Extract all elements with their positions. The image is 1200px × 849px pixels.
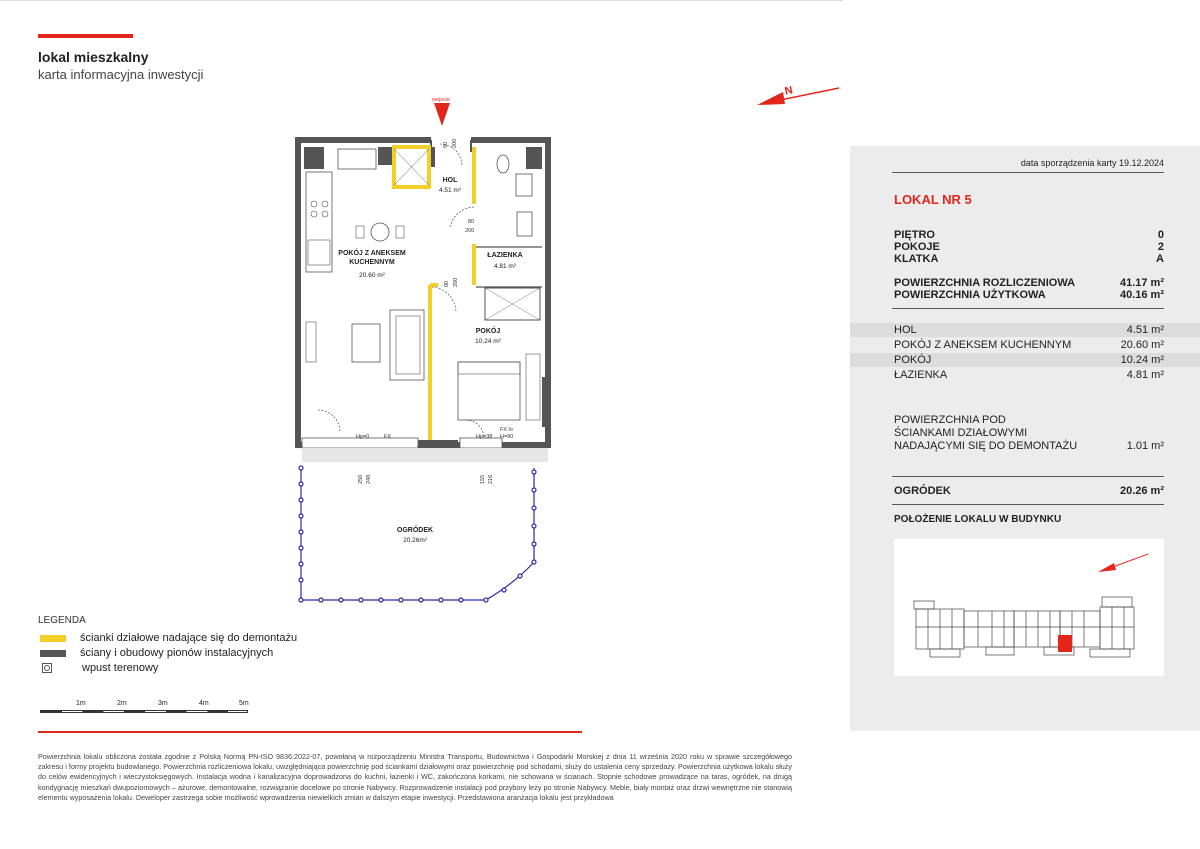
garden-outline [301, 468, 534, 600]
ogrodek-row: OGRÓDEK 20.26 m² [894, 485, 1164, 497]
garden-name: OGRÓDEK [396, 527, 434, 534]
legend-label: wpust terenowy [82, 662, 159, 674]
dim-terr-left-a: 250 [358, 474, 364, 484]
room-aneks-name1: POKÓJ Z ANEKSEM [338, 250, 406, 257]
info-row-pietro: PIĘTRO 0 [894, 229, 1164, 241]
scale-label: 5m [239, 700, 249, 707]
floor-plan [290, 92, 565, 612]
garden-fence-posts [299, 466, 536, 602]
info-row-pokoje: POKOJE 2 [894, 241, 1164, 253]
room-pokoj-name: POKÓJ [475, 328, 501, 335]
building-map [894, 539, 1164, 676]
garden-area: 20.26m² [403, 537, 427, 544]
building-outline [914, 597, 1134, 657]
north-label: N [783, 84, 794, 98]
room-lazienka-area: 4.81 m² [493, 263, 517, 270]
divider [892, 476, 1164, 477]
scale-bar [40, 700, 248, 714]
scale-label: 1m [76, 700, 86, 707]
divider [892, 504, 1164, 505]
room-row-hol: HOL 4.51 m² [894, 324, 1164, 336]
polozenie-title: POŁOŻENIE LOKALU W BUDYNKU [894, 514, 1062, 525]
room-hol-name: HOL [442, 177, 458, 184]
legend-item-yellow [40, 632, 297, 644]
room-lazienka-name: ŁAZIENKA [487, 252, 523, 259]
dim-terr-right-b: 216 [488, 474, 494, 484]
area-row-uzytkowa: POWIERZCHNIA UŻYTKOWA 40.16 m² [894, 289, 1164, 301]
info-row-klatka: KLATKA A [894, 253, 1164, 265]
north-arrow-icon [755, 78, 845, 118]
info-panel [850, 146, 1200, 731]
dim-win-left-a: Hp=0 [356, 434, 370, 440]
scale-label: 4m [199, 700, 209, 707]
dim-win-right-b: FX lo [500, 427, 513, 433]
dim-win-left-b: FX [384, 434, 392, 440]
date-label: data sporządzenia karty 19.12.2024 [1020, 158, 1164, 168]
legend-item-grey [40, 647, 273, 659]
dim-win-right-a: Hp=38 [476, 434, 493, 440]
room-pokoj-area: 10.24 m² [475, 338, 501, 345]
header-accent-line [38, 34, 133, 38]
legend-label: ściany i obudowy pionów instalacyjnych [80, 647, 274, 659]
dim-win-right-c: H=90 [500, 434, 514, 440]
room-aneks-name2: KUCHENNYM [349, 259, 395, 266]
dim-laz-a: 80 [468, 219, 475, 225]
doc-title: lokal mieszkalny [38, 49, 149, 65]
drain-icon [42, 663, 52, 673]
dim-door-top-b: 200 [452, 138, 458, 148]
lokal-number: LOKAL NR 5 [894, 192, 972, 207]
room-row-lazienka: ŁAZIENKA 4.81 m² [894, 369, 1164, 381]
footer-accent-line [38, 731, 582, 733]
legend-label: ścianki działowe nadające się do demontażu [80, 632, 298, 644]
entrance-arrow-icon [434, 103, 450, 126]
legend-swatch-yellow [40, 635, 66, 642]
area-row-rozliczeniowa: POWIERZCHNIA ROZLICZENIOWA 41.17 m² [894, 277, 1164, 289]
room-row-pokoj: POKÓJ 10.24 m² [894, 354, 1164, 366]
entrance-label: wejście [431, 97, 451, 103]
doc-subtitle: karta informacyjna inwestycji [38, 67, 204, 82]
lokal-marker [1058, 635, 1072, 652]
legend-title: LEGENDA [38, 615, 86, 626]
legend-item-drain [40, 662, 158, 674]
footer-note: Powierzchnia lokalu obliczona została zgodnie z Polską Normą PN-ISO 9836:2022-07, powołaną w rozporządzeniu Ministra Transportu, Budownictwa i Gospodarki Morskiej z dnia 11 września 2020 roku w sprawie szczegółowego zakresu i formy projektu budowlanego. Powierzchnia rozliczeniowa lokalu, uwzględniająca powierzchnię pod ściankami działowymi oraz powierzchnię pod schodami, służy do ustalenia ceny sprzedaży. Powierzchnia użytkowa lokalu służy do celów ewidencyjnych i wieczystoksięgowych. Instalacja wodna i kanalizacyjna doprowadzona do kuchni, łazienki i WC, zakończona korkami, nie schowana w ścianach. Stopnie schodowe prowadzące na taras, ogródek, na drugą kondygnację mieszkań dwupoziomowych – ażurowe, demontowalne, rozwiązanie docelowe po stronie Nabywcy. Rozprowadzenie instalacji pod przybory leży po stronie Nabywcy. Meble, biały montaż oraz drzwi wewnętrzne nie stanowią elementu wyposażenia lokalu. Deweloper zastrzega sobie możliwość wprowadzenia niewielkich zmian w dalszym etapie inwestycji. Przedstawiona aranżacja lokalu jest przykładowa [38, 752, 792, 802]
room-row-aneks: POKÓJ Z ANEKSEM KUCHENNYM 20.60 m² [894, 339, 1164, 351]
scale-label: 2m [117, 700, 127, 707]
room-hol-area: 4.51 m² [438, 187, 462, 194]
divider [892, 308, 1164, 309]
demontaz-row: NADAJĄCYMI SIĘ DO DEMONTAŻU 1.01 m² [894, 440, 1164, 452]
dim-laz-b: 200 [465, 228, 475, 234]
divider [892, 172, 1164, 173]
legend-swatch-grey [40, 650, 66, 657]
dim-terr-left-b: 248 [366, 474, 372, 484]
top-rule [0, 0, 843, 1]
dim-door-top-a: 90 [443, 141, 449, 148]
demontaz-line1: POWIERZCHNIA POD [894, 414, 1006, 426]
dim-pokoj-a: 80 [444, 280, 450, 287]
room-aneks-area: 20.60 m² [359, 272, 385, 279]
demontaz-line2: ŚCIANKAMI DZIAŁOWYMI [894, 427, 1028, 439]
scale-label: 3m [158, 700, 168, 707]
dim-pokoj-b: 200 [453, 277, 459, 287]
dim-terr-right-a: 155 [480, 474, 486, 484]
